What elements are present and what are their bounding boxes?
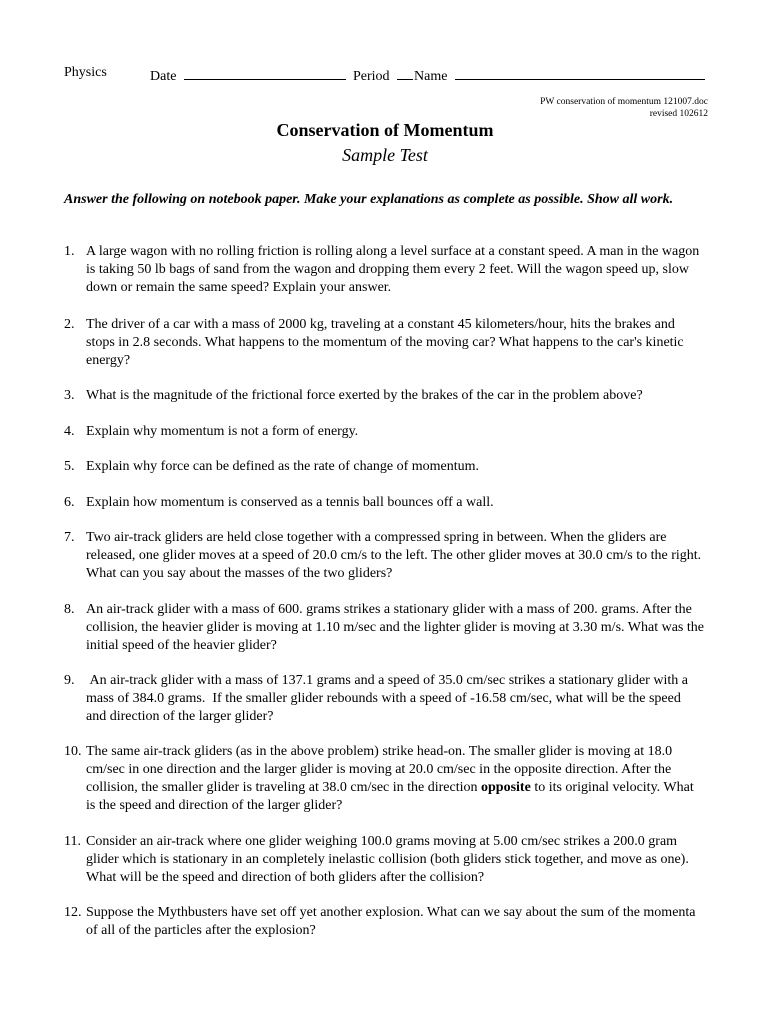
question-3: 3. What is the magnitude of the frictional force exerted by the brakes of the car in the problem above? <box>64 388 643 403</box>
question-7: 7. Two air-track gliders are held close together with a compressed spring in between. When the gliders are released, one glider moves at a speed of 20.0 cm/s to the left. The other glider moves at 30.0 cm/s to the right. What can you say about the masses of the two gliders? <box>64 530 702 581</box>
question-9: 9. An air-track glider with a mass of 137.1 grams and a speed of 35.0 cm/sec strikes a stationary glider with a mass of 384.0 grams. If the smaller glider rebounds with a speed of -16.58 cm/sec, what will be the speed and direction of the larger glider? <box>64 673 692 724</box>
date-label: Date <box>150 69 177 84</box>
period-label: Period <box>353 69 390 84</box>
course-label: Physics <box>64 65 107 80</box>
date-field <box>150 65 346 85</box>
question-2: 2. The driver of a car with a mass of 2000 kg, traveling at a constant 45 kilometers/hour, hits the brakes and stops in 2.8 seconds. What happens to the momentum of the moving car? What happens to the car's kinetic energy? <box>64 317 684 368</box>
question-10-text-b: to its original velocity. What is the speed and direction of the larger glider? <box>86 780 694 813</box>
name-label: Name <box>414 69 448 84</box>
question-8: 8. An air-track glider with a mass of 600. grams strikes a stationary glider with a mass of 200. grams. After the collision, the heavier glider is moving at 1.10 m/sec and the lighter glider is moving at 3.30 m/s. What was the initial speed of the heavier glider? <box>64 602 704 653</box>
question-5: 5. Explain why force can be defined as the rate of change of momentum. <box>64 459 480 474</box>
date-blank <box>184 65 346 80</box>
question-12: 12. Suppose the Mythbusters have set off yet another explosion. What can we say about the sum of the momenta of all of the particles after the explosion? <box>64 905 696 938</box>
question-10: 10. The same air-track gliders (as in the above problem) strike head-on. The smaller glider is moving at 18.0 cm/sec in one direction and the larger glider is moving at 20.0 cm/sec in the opposite direction. After the collision, the smaller glider is traveling at 38.0 cm/sec in the direction opposite to its original velocity. What is the speed and direction of the larger glider? <box>64 744 694 813</box>
page-title: Conservation of Momentum <box>276 120 494 140</box>
question-10-text-a: The same air-track gliders (as in the above problem) strike head-on. The smaller glider is moving at 18.0 cm/sec in one direction and the larger glider is moving at 20.0 cm/sec in the opposite direction. After the collision, the smaller glider is traveling at 38.0 cm/sec in the direction <box>86 744 673 795</box>
document-reference <box>540 96 708 120</box>
question-1: 1. A large wagon with no rolling friction is rolling along a level surface at a constant speed. A man in the wagon is taking 50 lb bags of sand from the wagon and dropping them every 2 feet. Will the wagon speed up, slow down or remain the same speed? Explain your answer. <box>64 244 700 295</box>
question-4: 4. Explain why momentum is not a form of energy. <box>64 424 359 439</box>
instructions: Answer the following on notebook paper. Make your explanations as complete as possible. Show all work. <box>64 192 674 207</box>
question-10-emphasis: opposite <box>481 780 531 795</box>
name-field <box>414 65 705 85</box>
question-6: 6. Explain how momentum is conserved as a tennis ball bounces off a wall. <box>64 495 494 510</box>
page-subtitle: Sample Test <box>342 145 428 165</box>
period-blank <box>397 65 413 80</box>
doc-revision: revised 102612 <box>649 109 708 119</box>
doc-filename: PW conservation of momentum 121007.doc <box>540 97 708 107</box>
question-11: 11. Consider an air-track where one glider weighing 100.0 grams moving at 5.00 cm/sec strikes a 200.0 gram glider which is stationary in an completely inelastic collision (both gliders stick together, and move as one). What will be the speed and direction of both gliders after the collision? <box>64 834 689 885</box>
period-field <box>353 65 413 85</box>
name-blank <box>455 65 705 80</box>
